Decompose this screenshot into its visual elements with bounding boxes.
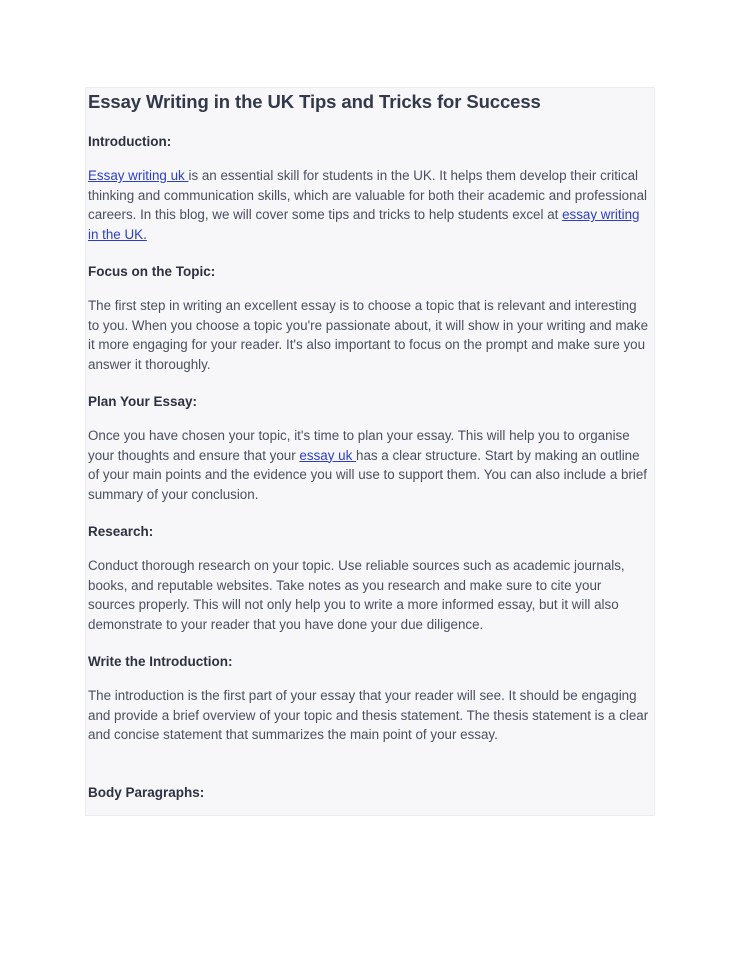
link-essay-writing-uk[interactable]: Essay writing uk [88, 168, 189, 183]
heading-introduction: Introduction: [88, 134, 172, 149]
heading-focus-on-topic: Focus on the Topic: [88, 264, 216, 279]
page-title: Essay Writing in the UK Tips and Tricks for Success [88, 91, 541, 112]
paragraph-write-introduction: The introduction is the first part of your essay that your reader will see. It should be engaging and provide a brief overview of your topic and thesis statement. The thesis statement is a clear and concise statement that summarizes the main point of your essay. [88, 688, 649, 742]
paragraph-research: Conduct thorough research on your topic. Use reliable sources such as academic journals, books, and reputable websites. Take notes as you research and make sure to cite your sources properly. This will not only help you to write a more informed essay, but it will also demonstrate to your reader that you have done your due diligence. [88, 558, 625, 632]
link-essay-writing-in-the-uk[interactable]: essay writing in the UK. [88, 207, 640, 242]
document-page [85, 87, 655, 816]
heading-body-paragraphs: Body Paragraphs: [88, 785, 205, 800]
paragraph-plan-text-2: has a clear structure. Start by making an outline of your main points and the evidence you will use to support them. You can also include a brief summary of your conclusion. [88, 447, 648, 502]
paragraph-focus-on-topic: The first step in writing an excellent essay is to choose a topic that is relevant and interesting to you. When you choose a topic you're passionate about, it will show in your writing and make it more engaging for your reader. It's also important to focus on the prompt and make sure you answer it thoroughly. [88, 298, 649, 372]
paragraph-plan-your-essay [88, 426, 650, 504]
paragraph-introduction-text: is an essential skill for students in the UK. It helps them develop their critical thinking and communication skills, which are valuable for both their academic and professional careers. In this blog, we will cover some tips and tricks to help students excel at [88, 168, 647, 222]
link-essay-uk[interactable]: essay uk [299, 447, 356, 463]
heading-research: Research: [88, 524, 154, 539]
paragraph-introduction [88, 166, 650, 244]
paragraph-plan-text-1: Once you have chosen your topic, it's time to plan your essay. This will help you to organise your thoughts and ensure that your [88, 428, 630, 463]
heading-plan-your-essay: Plan Your Essay: [88, 394, 198, 409]
heading-write-introduction: Write the Introduction: [88, 654, 233, 669]
